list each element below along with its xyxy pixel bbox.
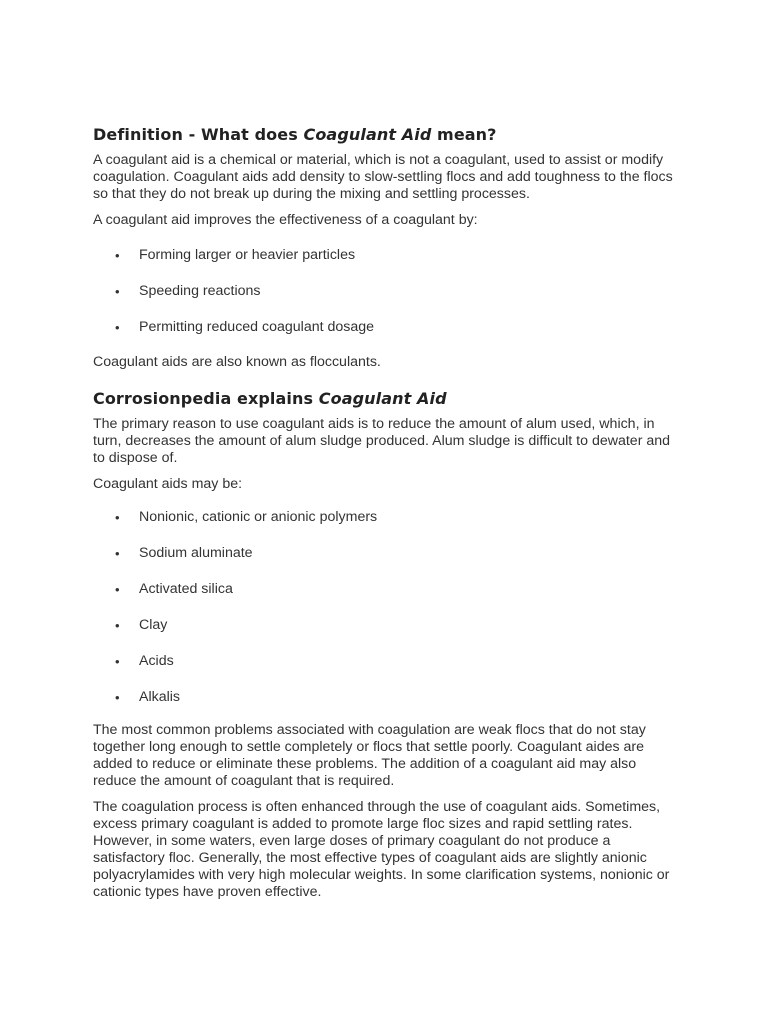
list-item-text: Sodium aluminate: [139, 545, 253, 561]
explains-heading: [93, 388, 678, 410]
list-item: [93, 653, 678, 670]
definition-paragraph-2: A coagulant aid improves the effectiveness of a coagulant by:: [93, 212, 478, 228]
bullet-icon: •: [115, 546, 120, 561]
bullet-icon: •: [115, 510, 120, 525]
effectiveness-list: [93, 247, 678, 336]
bullet-icon: •: [115, 248, 120, 263]
list-item-text: Speeding reactions: [139, 283, 261, 299]
definition-paragraph-1: A coagulant aid is a chemical or material, which is not a coagulant, used to assist or modify coagulation. Coagulant aids add density to slow-settling flocs and add toughness to the flocs so that they do not break up during the mixing and settling processes.: [93, 152, 673, 202]
definition-heading-suffix: mean?: [431, 125, 497, 144]
bullet-icon: •: [115, 320, 120, 335]
bullet-icon: •: [115, 284, 120, 299]
list-item: [93, 247, 678, 264]
document-page: [93, 124, 678, 910]
list-item: [93, 509, 678, 526]
list-item: [93, 545, 678, 562]
list-item: [93, 617, 678, 634]
explains-paragraph-4: The coagulation process is often enhanced through the use of coagulant aids. Sometimes, excess primary coagulant is added to promote large floc sizes and rapid settling rates. However, in some waters, even large doses of primary coagulant do not produce a satisfactory floc. Generally, the most effective types of coagulant aids are slightly anionic polyacrylamides with very high molecular weights. In some clarification systems, nonionic or cationic types have proven effective.: [93, 799, 670, 900]
explains-heading-prefix: Corrosionpedia explains: [93, 389, 319, 408]
list-item-text: Nonionic, cationic or anionic polymers: [139, 509, 378, 525]
explains-paragraph-3: The most common problems associated with coagulation are weak flocs that do not stay together long enough to settle completely or flocs that settle poorly. Coagulant aides are added to reduce or eliminate these problems. The addition of a coagulant aid may also reduce the amount of coagulant that is required.: [93, 722, 646, 789]
list-item-text: Activated silica: [139, 581, 233, 597]
list-item-text: Alkalis: [139, 689, 180, 705]
bullet-icon: •: [115, 690, 120, 705]
list-item-text: Forming larger or heavier particles: [139, 247, 356, 263]
coagulant-aids-list: [93, 509, 678, 706]
list-item: [93, 283, 678, 300]
explains-paragraph-2: Coagulant aids may be:: [93, 476, 243, 492]
definition-heading-prefix: Definition - What does: [93, 125, 304, 144]
definition-heading: [93, 124, 678, 146]
list-item: [93, 689, 678, 706]
list-item-text: Acids: [139, 653, 174, 669]
explains-paragraph-1: The primary reason to use coagulant aids is to reduce the amount of alum used, which, in turn, decreases the amount of alum sludge produced. Alum sludge is difficult to dewater and to dispose of.: [93, 416, 671, 466]
bullet-icon: •: [115, 654, 120, 669]
list-item: [93, 581, 678, 598]
explains-heading-term: Coagulant Aid: [318, 389, 447, 408]
list-item-text: Permitting reduced coagulant dosage: [139, 319, 375, 335]
list-item-text: Clay: [139, 617, 168, 633]
list-item: [93, 319, 678, 336]
bullet-icon: •: [115, 582, 120, 597]
definition-heading-term: Coagulant Aid: [303, 125, 432, 144]
bullet-icon: •: [115, 618, 120, 633]
definition-paragraph-3: Coagulant aids are also known as flocculants.: [93, 354, 381, 370]
